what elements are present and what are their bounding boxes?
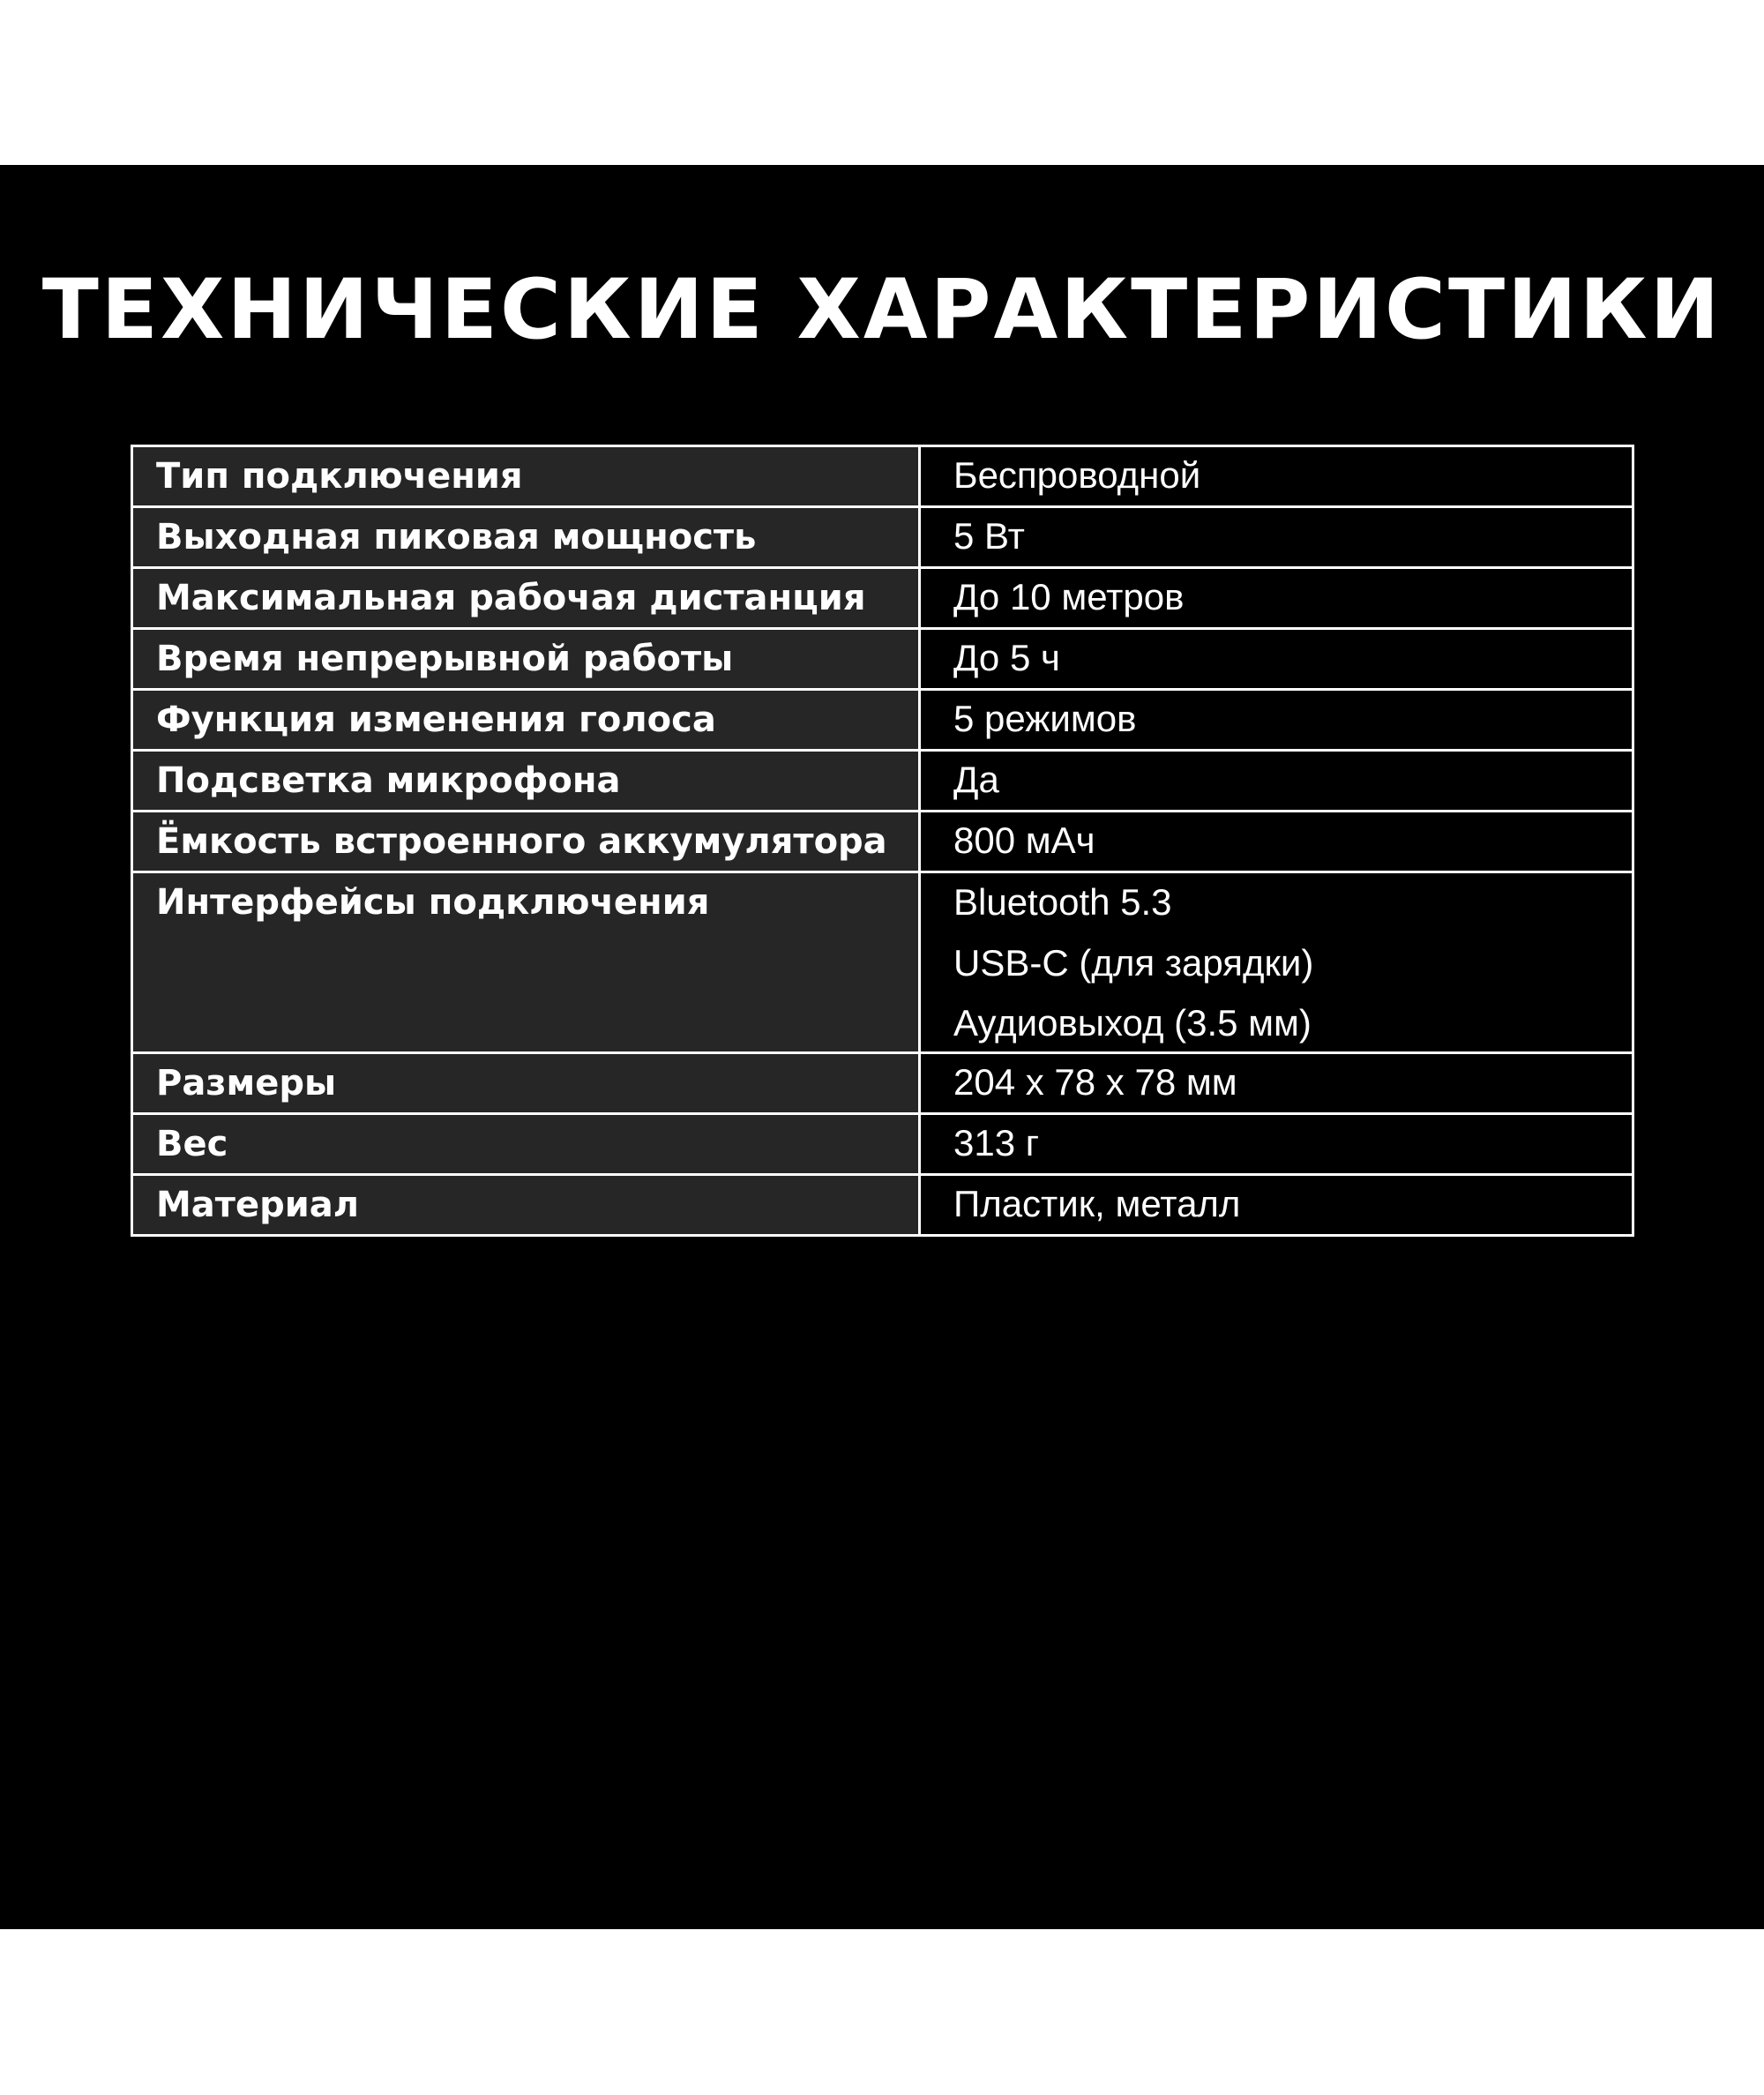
spec-value-line: Да xyxy=(953,759,999,800)
spec-row xyxy=(132,812,1633,872)
spec-label: Подсветка микрофона xyxy=(132,751,920,812)
spec-value xyxy=(920,751,1633,812)
spec-label: Время непрерывной работы xyxy=(132,629,920,690)
spec-value-line: Пластик, металл xyxy=(953,1183,1241,1224)
spec-row xyxy=(132,507,1633,568)
spec-value-line: 800 мАч xyxy=(953,819,1095,861)
spec-row xyxy=(132,1114,1633,1175)
spec-value xyxy=(920,812,1633,872)
spec-label: Максимальная рабочая дистанция xyxy=(132,568,920,629)
spec-value-line: Беспроводной xyxy=(953,454,1201,496)
spec-value xyxy=(920,568,1633,629)
spec-row xyxy=(132,872,1633,1053)
spec-value xyxy=(920,872,1633,1053)
spec-label: Функция изменения голоса xyxy=(132,690,920,751)
spec-value-line: 313 г xyxy=(953,1122,1040,1163)
spec-row xyxy=(132,1053,1633,1114)
spec-value xyxy=(920,1175,1633,1236)
spec-label: Интерфейсы подключения xyxy=(132,872,920,1053)
spec-value-line: Аудиовыход (3.5 мм) xyxy=(953,1002,1312,1044)
spec-table-body xyxy=(132,446,1633,1236)
spec-value xyxy=(920,690,1633,751)
spec-value-line: USB-C (для зарядки) xyxy=(953,942,1314,984)
spec-row xyxy=(132,690,1633,751)
spec-row xyxy=(132,751,1633,812)
spec-row xyxy=(132,446,1633,507)
spec-value-line: До 5 ч xyxy=(953,637,1060,678)
spec-value-line: Bluetooth 5.3 xyxy=(953,881,1172,923)
spec-label: Вес xyxy=(132,1114,920,1175)
page-title: ТЕХНИЧЕСКИЕ ХАРАКТЕРИСТИКИ xyxy=(41,262,1723,358)
spec-value-line: 204 x 78 x 78 мм xyxy=(953,1061,1237,1103)
spec-value xyxy=(920,1114,1633,1175)
spec-value-line: 5 Вт xyxy=(953,515,1025,557)
spec-label: Материал xyxy=(132,1175,920,1236)
spec-value-line: 5 режимов xyxy=(953,698,1137,739)
spec-row xyxy=(132,629,1633,690)
spec-value xyxy=(920,507,1633,568)
spec-value xyxy=(920,1053,1633,1114)
spec-label: Ёмкость встроенного аккумулятора xyxy=(132,812,920,872)
spec-label: Выходная пиковая мощность xyxy=(132,507,920,568)
spec-row xyxy=(132,568,1633,629)
spec-value-line: До 10 метров xyxy=(953,576,1185,617)
spec-label: Размеры xyxy=(132,1053,920,1114)
spec-label: Тип подключения xyxy=(132,446,920,507)
spec-value xyxy=(920,446,1633,507)
spec-table xyxy=(131,445,1634,1237)
spec-row xyxy=(132,1175,1633,1236)
spec-value xyxy=(920,629,1633,690)
